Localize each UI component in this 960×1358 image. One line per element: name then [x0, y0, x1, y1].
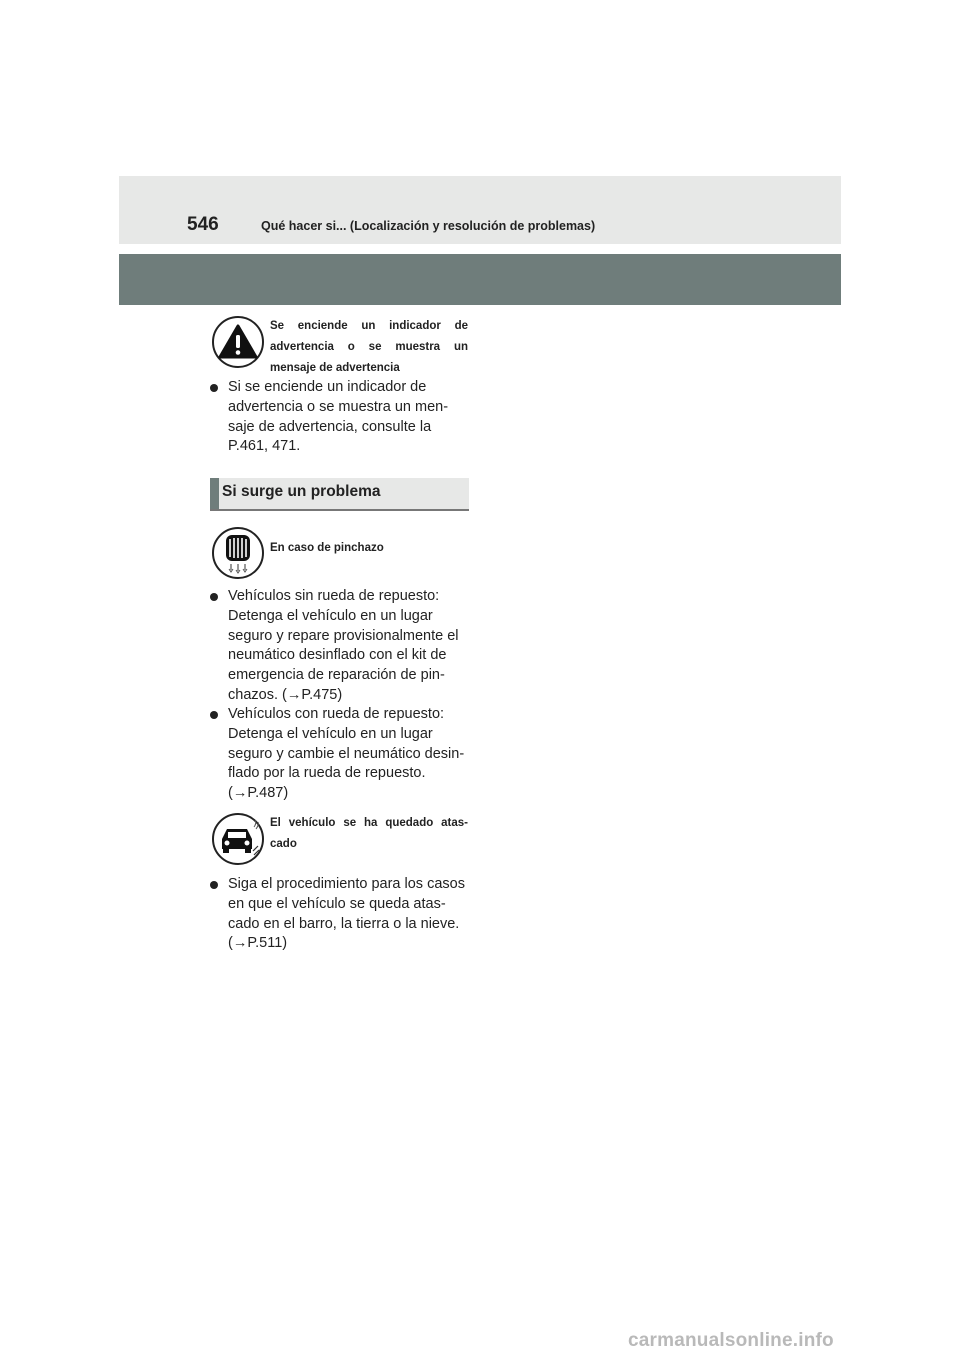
list-item: [210, 587, 472, 706]
watermark: carmanualsonline.info: [628, 1330, 834, 1351]
list-item-text: Vehículos sin rueda de repuesto: Detenga el vehículo en un lugar seguro y repare provisionalmente el neumático desinflado con el kit de emergencia de reparación de pin- chazos. (→P.475): [228, 588, 459, 703]
list-item: [210, 875, 472, 954]
header-band: [119, 254, 841, 305]
bullet-dot: [210, 881, 218, 889]
stuck-vehicle-label: El vehículo se ha quedado atas-cado: [270, 817, 468, 850]
header-bar: [119, 176, 841, 244]
stuck-vehicle-icon: [212, 813, 264, 865]
page-number: 546: [187, 214, 219, 235]
list-item-text: Vehículos con rueda de repuesto: Detenga el vehículo en un lugar seguro y cambie el neumático desin- flado por la rueda de repuesto. (→P.487): [228, 706, 465, 802]
flat-tire-icon: [212, 527, 264, 579]
section-heading-bar: [210, 478, 219, 509]
warning-indicator-label: Se enciende un indicador de advertencia o se muestra un mensaje de advertencia: [270, 320, 468, 374]
bullet-dot: [210, 384, 218, 392]
warning-triangle-icon: [212, 316, 264, 368]
section-heading-text: Si surge un problema: [222, 483, 381, 500]
flat-tire-label: En caso de pinchazo: [270, 542, 384, 554]
section-heading: [210, 478, 469, 511]
list-item-text: Siga el procedimiento para los casos en que el vehículo se queda atas- cado en el barro, la tierra o la nieve. (→P.511): [228, 876, 465, 952]
list-item-text: Si se enciende un indicador de advertencia o se muestra un men- saje de advertencia, consulte la P.461, 471.: [228, 379, 449, 455]
bullet-dot: [210, 593, 218, 601]
list-item: [210, 378, 472, 457]
chapter-title: Qué hacer si... (Localización y resolución de problemas): [261, 219, 596, 233]
bullet-dot: [210, 711, 218, 719]
list-item: [210, 705, 472, 804]
